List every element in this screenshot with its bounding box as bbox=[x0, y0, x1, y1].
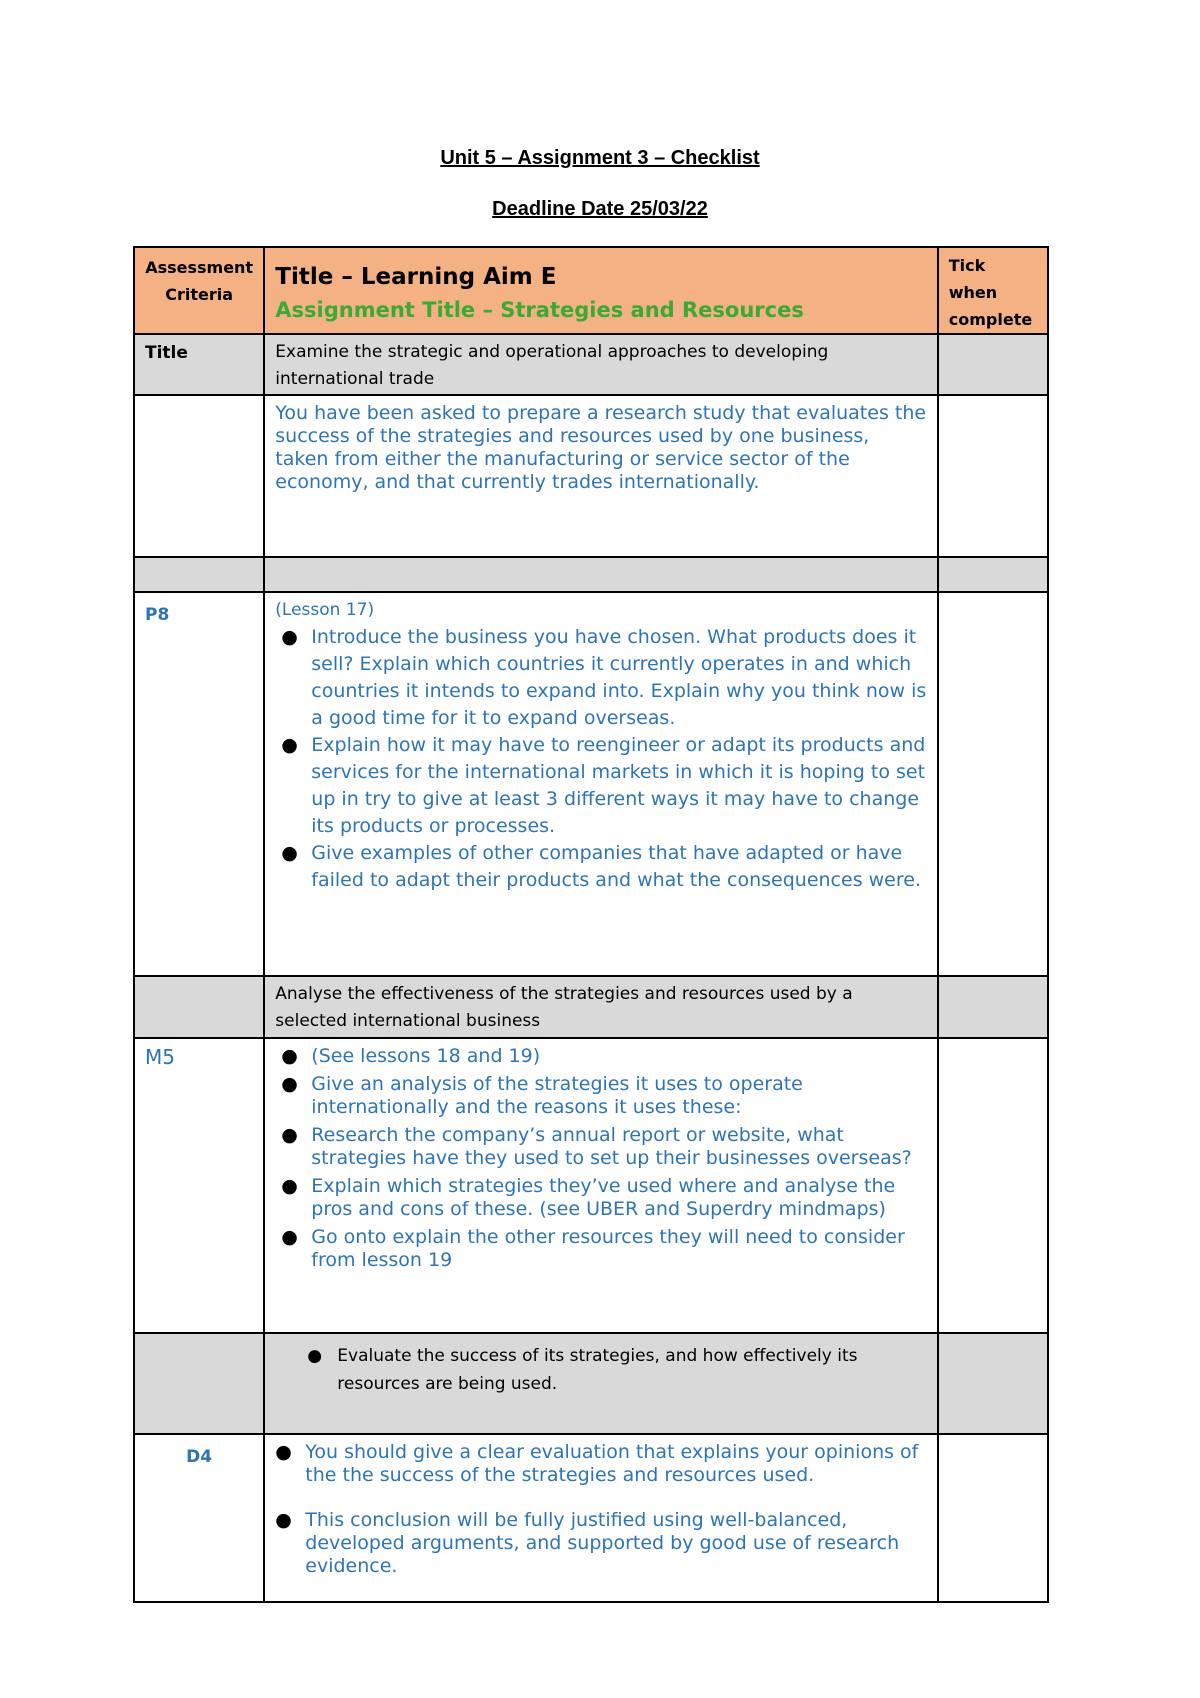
tick-cell[interactable] bbox=[938, 395, 1048, 557]
tick-cell[interactable] bbox=[938, 1038, 1048, 1333]
tick-cell[interactable] bbox=[938, 592, 1048, 976]
m5-bullet-list bbox=[275, 1045, 926, 1272]
p8-row bbox=[134, 592, 1048, 976]
tick-header-cell bbox=[938, 247, 1048, 334]
list-item: ● Give an analysis of the strategies it uses to operate internationally and the reasons it uses these: bbox=[281, 1073, 803, 1118]
analyse-text: Analyse the effectiveness of the strategies and resources used by a selected international business bbox=[275, 984, 853, 1031]
p8-label: P8 bbox=[145, 605, 170, 625]
list-item: ● Give examples of other companies that have adapted or have failed to adapt their products and what the consequences were. bbox=[281, 842, 921, 891]
deadline-date: Deadline Date 25/03/22 bbox=[492, 198, 708, 220]
d4-row bbox=[134, 1434, 1048, 1602]
brief-row bbox=[134, 395, 1048, 557]
tick-cell[interactable] bbox=[938, 976, 1048, 1038]
tick-cell[interactable] bbox=[938, 334, 1048, 395]
list-item: ● This conclusion will be fully justified using well-balanced, developed arguments, and supported by good use of research evidence. bbox=[275, 1509, 900, 1577]
p8-bullet-list bbox=[275, 624, 926, 894]
evaluate-row bbox=[134, 1333, 1048, 1434]
d4-label: D4 bbox=[186, 1447, 213, 1467]
tick-cell[interactable] bbox=[938, 1434, 1048, 1602]
title-row-label: Title bbox=[145, 343, 188, 363]
spacer-row bbox=[134, 557, 1048, 592]
analyse-row bbox=[134, 976, 1048, 1038]
list-item: ● Research the company’s annual report or website, what strategies have they used to set up their businesses overseas? bbox=[281, 1124, 912, 1169]
tick-cell[interactable] bbox=[938, 1333, 1048, 1434]
list-item: ● Go onto explain the other resources they will need to consider from lesson 19 bbox=[281, 1226, 905, 1271]
criteria-header-cell bbox=[134, 247, 264, 334]
tick-header: Tick when complete bbox=[948, 256, 1033, 329]
list-item: ● Introduce the business you have chosen. What products does it sell? Explain which countries it currently operates in and which countries it intends to expand into. Explain why you think now is a good time for it to expand overseas. bbox=[281, 626, 927, 729]
m5-row bbox=[134, 1038, 1048, 1333]
p8-lesson: (Lesson 17) bbox=[275, 600, 375, 620]
m5-label: M5 bbox=[145, 1045, 175, 1069]
page-title: Unit 5 – Assignment 3 – Checklist bbox=[440, 147, 760, 169]
criteria-header: Assessment Criteria bbox=[145, 258, 254, 304]
learning-aim-title: Title – Learning Aim E bbox=[275, 264, 557, 290]
evaluate-bullet-list bbox=[301, 1342, 926, 1398]
d4-bullet-list bbox=[269, 1441, 926, 1578]
checklist-table bbox=[133, 246, 1049, 1603]
list-item: ● (See lessons 18 and 19) bbox=[281, 1045, 541, 1067]
table-header-row bbox=[134, 247, 1048, 334]
list-item: ● Explain which strategies they’ve used where and analyse the pros and cons of these. (see UBER and Superdry mindmaps) bbox=[281, 1175, 896, 1220]
title-row-text: Examine the strategic and operational approaches to developing international trade bbox=[275, 342, 829, 389]
list-item: ● You should give a clear evaluation that explains your opinions of the the success of the strategies and resources used. bbox=[275, 1441, 919, 1486]
list-item: ● Evaluate the success of its strategies, and how effectively its resources are being used. bbox=[307, 1346, 858, 1394]
assignment-brief: You have been asked to prepare a research study that evaluates the success of the strategies and resources used by one business, taken from either the manufacturing or service sector of the economy, and that currently trades internationally. bbox=[275, 402, 927, 493]
assignment-title: Assignment Title – Strategies and Resources bbox=[275, 298, 804, 322]
title-header-cell bbox=[264, 247, 937, 334]
list-item: ● Explain how it may have to reengineer or adapt its products and services for the international markets in which it is hoping to set up in try to give at least 3 different ways it may have to change its products or processes. bbox=[281, 734, 926, 837]
title-row bbox=[134, 334, 1048, 395]
